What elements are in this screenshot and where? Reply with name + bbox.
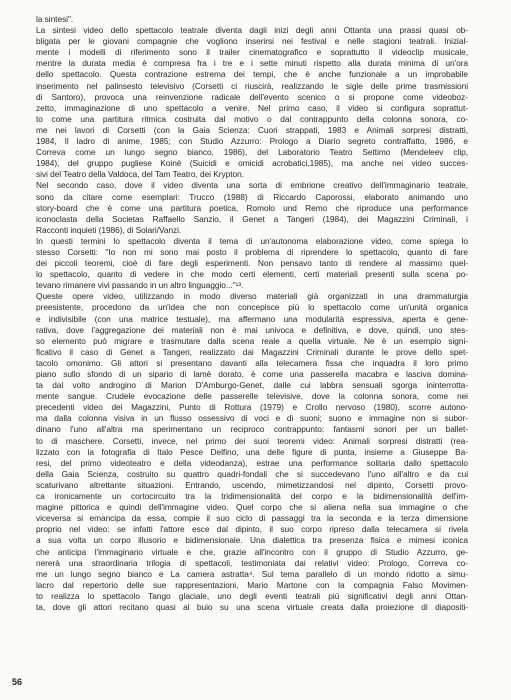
text-line: ficativo il caso di Genet a Tangeri, realizzato dai Magazzini Criminali durante le prove dello spet- xyxy=(36,346,468,357)
text-line: piano sullo sfondo di un sipario di lamè dorato, è come una passerella macabra e lasciva domina- xyxy=(36,369,468,379)
text-line: lacro dal repertorio delle sue rappresentazioni, Mario Martone con la compagnia Falso Movimen- xyxy=(36,579,468,590)
body-text xyxy=(36,14,468,613)
text-line: to come una partitura ritmica costruita dal motivo o dal contrappunto della colonna sonora, co- xyxy=(36,113,468,124)
text-line: sivi del Teatro della Valdoca, del Tam Teatro, dei Krypton. xyxy=(36,169,244,180)
text-line: mentre la durata media è compresa fra i tre e i sette minuti rispetto alla durata minima di un'ora xyxy=(36,58,468,69)
text-line: proprio nel video: se infatti l'attore esce dal dipinto, il suo corpo ripreso dalla telecamera si rivela xyxy=(36,524,468,535)
text-line: story-board che è come una partitura poetica, Romolo und Remo che riproduce una performance xyxy=(36,202,468,213)
text-line: ca ironicamente un cortocircuito tra la tridimensionalità del corpo e la bidimensionalità dell'im- xyxy=(36,491,468,502)
text-line: della Gaia Scienza, costruito su quattro quadri-fondali che si succedevano l'uno all'altro e da cui xyxy=(36,468,468,479)
text-line: La sintesi video dello spettacolo teatrale diventa dagli inizi degli anni Ottanta una prassi quasi ob- xyxy=(36,25,468,36)
text-line: di Santoro), provoca una reinvenzione radicale dell'evento scenico o si propone come videoboz- xyxy=(36,91,468,102)
text-line: to di maschere. Corsetti, invece, nel primo dei suoi teoremi video: Animali sorpresi distratti (rea- xyxy=(36,435,468,446)
text-line: iconoclasta della Societas Raffaello Sanzio, il Genet a Tangeri (1984), dei Magazzini Criminali, i xyxy=(36,213,468,224)
text-line: rativa, dove l'aggregazione dei materiali non è mai univoca e definitiva, e dove, quindi, uno stes- xyxy=(36,324,468,335)
text-line: lizzato con la fotografia di Italo Pesce Delfino, una delle figure di punta, insieme a Giuseppe Ba- xyxy=(36,446,468,457)
text-line: Queste opere video, utilizzando in modo diverso materiali già organizzati in una drammaturgia xyxy=(36,291,468,302)
text-line: ta dal volto androgino di Marion D'Amburgo-Genet, dalle cui labbra sensuali sgorga ininterrotta- xyxy=(36,380,468,391)
text-line: magine pittorica e quindi dell'immagine video. Quel corpo che si aliena nella sua immagine o che xyxy=(36,502,468,513)
text-line: stesso Corsetti: "Io non mi sono mai posto il problema di riprendere lo spettacolo, quanto di fare xyxy=(36,246,468,257)
text-line: a sua volta un corpo illusorio e bidimensionale. Una dialettica tra presenza fisica e mimesi iconica xyxy=(36,535,468,546)
text-line: tacolo omonimo. Gli attori si presentano davanti alla telecamera fissa che inquadra il loro primo xyxy=(36,357,468,368)
text-line: to realizza lo spettacolo Tango glaciale, uno degli eventi teatrali più significativi degli anni Ottan- xyxy=(36,590,468,601)
text-line: ta, dove gli attori recitano quasi al buio su una scena virtuale creata dalla proiezione di diapositi- xyxy=(36,601,468,612)
text-line: lo spettacolo, quanto di vedere in che modo certi elementi, certi materiali presenti sulla scena po- xyxy=(36,269,468,280)
text-line: Racconti inquieti (1986), di Solari/Vanzi. xyxy=(36,224,182,235)
text-line: tevano rimanere vivi passando in un altro linguaggio..."¹³. xyxy=(36,280,244,291)
text-line: inserimento nel palinsesto televisivo (Corsetti ci riuscirà, realizzando le sigle delle prime trasmissioni xyxy=(36,80,468,91)
text-line: Correva come un lungo segno bianco, 1986), del Laboratorio Teatro Settimo (Mendeleev clip, xyxy=(36,147,468,158)
text-line: che anticipa l'immaginario virtuale e che, grazie all'incontro con il gruppo di Studio Azzurro, ge- xyxy=(36,546,468,557)
text-line: dinano l'uno all'altra ma sperimentano un reciproco contrappunto: fantasmi sonori per un ballet- xyxy=(36,424,468,435)
text-line: 1984, Il ladro di anime, 1985; con Studio Azzurro: Prologo a Diario segreto contraffatto, 1986, e xyxy=(36,136,468,147)
text-line: mente sangue. Crudele evocazione delle passerelle televisive, dove la colonna sonora, come nei xyxy=(36,391,468,402)
text-line: resi, del primo videoteatro e della videodanza), estrae una performance solitaria dallo spettacolo xyxy=(36,457,468,468)
text-line: e indivisibile (con una matrice testuale), ma affermano una modularità espressiva, aperta e gene- xyxy=(36,313,468,324)
text-line: dei piccoli teoremi, cioè di fare degli esperimenti. Non pensavo tanto di rendere al massimo quel- xyxy=(36,258,468,269)
text-line: In questi termini lo spettacolo diventa il tema di un'autonoma elaborazione video, come spiega lo xyxy=(36,235,468,246)
text-line: nererà una straordinaria trilogia di spettacoli, testimoniata dai relativi video: Prologo, Correva co- xyxy=(36,557,468,568)
text-line: precedenti video dei Magazzini, Punto di Rottura (1979) e Crollo nervoso (1980), scorre autono- xyxy=(36,402,468,413)
page-number: 56 xyxy=(12,677,23,687)
text-line: viceversa si emancipa da essa, compie il suo ciclo di passaggi tra la seconda e la terza dimensione xyxy=(36,513,468,524)
text-line: zetto, immaginazione di uno spettacolo a venire. Nel primo caso, il video si configura soprattut- xyxy=(36,102,468,113)
text-line: me nei lavori di Corsetti (con la Gaia Scienza: Cuori strappati, 1983 e Animali sorpresi distratti, xyxy=(36,124,468,135)
text-line: bligata per le giovani compagnie che vogliono inserirsi nei festival e nelle stagioni teatrali. Inizial- xyxy=(36,36,468,47)
text-line: Nel secondo caso, dove il video diventa una sorta di embrione creativo dell'immaginario teatrale, xyxy=(36,180,468,191)
text-line: scaturivano altrettante situazioni. Entrando, uscendo, mimetizzandosi nel dipinto, Corsetti provo- xyxy=(36,479,468,490)
text-line: so elemento può migrare e trasmutare dalla scena reale a quella virtuale. Ne è un esempio signi- xyxy=(36,335,468,346)
text-line: me un lungo segno bianco e La camera astratta⁴. Sul tema parallelo di un mondo ridotto a simu- xyxy=(36,568,468,579)
text-line: 1984), del gruppo pugliese Koinè (Suicidi e omicidi acrobatici,1985), ma anche nei video succes- xyxy=(36,158,468,169)
text-line: preesistente, procedono da un'idea che non concepisce più lo spettacolo come un'unità organica xyxy=(36,302,468,313)
text-line: ma dalla colonna visiva in un flusso ossessivo di voci e di suoni; suono e immagine non si subor- xyxy=(36,413,468,424)
text-line: dello spettacolo. Questa contrazione estrema dei tempi, che è anche funzionale a un improbabile xyxy=(36,69,468,80)
text-line: la sintesi". xyxy=(36,14,74,24)
text-line: mente i modelli di riferimento sono il trailer cinematografico e soprattutto il videoclip musicale, xyxy=(36,47,468,58)
text-line: sono da citare come esemplari: Trucco (1988) di Riccardo Caporossi, elaborato animando uno xyxy=(36,191,468,202)
